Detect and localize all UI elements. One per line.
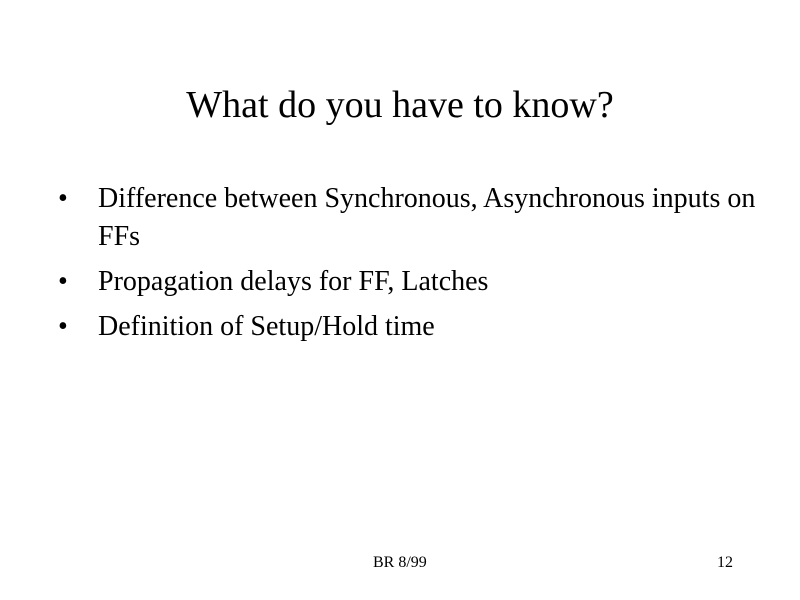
bullet-marker-icon: • bbox=[58, 266, 68, 297]
bullet-item bbox=[58, 180, 758, 256]
bullet-text: Definition of Setup/Hold time bbox=[98, 311, 435, 342]
bullet-item bbox=[58, 263, 758, 301]
slide-title: What do you have to know? bbox=[186, 84, 614, 126]
bullet-text: Propagation delays for FF, Latches bbox=[98, 266, 489, 297]
bullet-list bbox=[58, 180, 758, 353]
bullet-marker-icon: • bbox=[58, 183, 68, 214]
bullet-marker-icon: • bbox=[58, 311, 68, 342]
bullet-item bbox=[58, 308, 758, 346]
bullet-text: Difference between Synchronous, Asynchronous inputs on FFs bbox=[98, 183, 756, 252]
page-number: 12 bbox=[717, 554, 733, 571]
footer-text: BR 8/99 bbox=[373, 554, 427, 571]
